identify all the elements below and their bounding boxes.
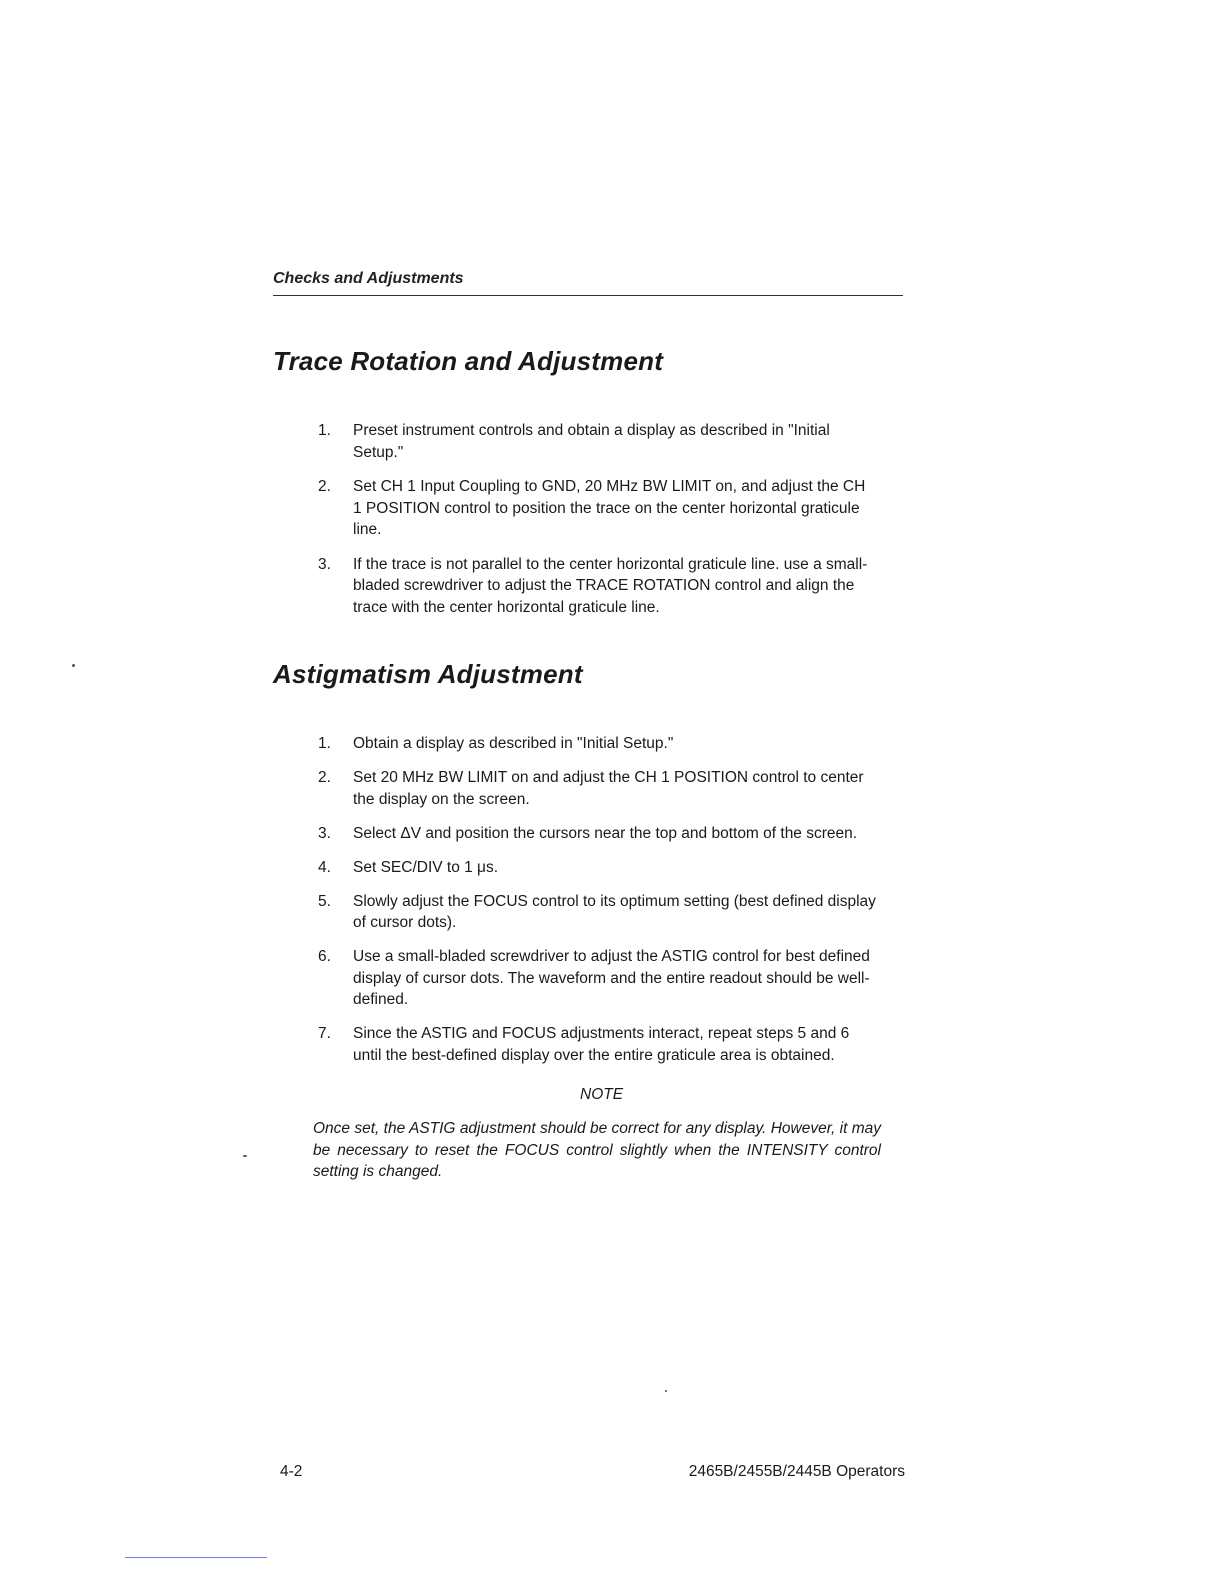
step-number: 1. <box>318 422 331 439</box>
manual-title: 2465B/2455B/2445B Operators <box>688 1463 905 1480</box>
trace-rotation-steps <box>318 420 878 631</box>
note-body: Once set, the ASTIG adjustment should be correct for any display. However, it may be necessary to reset the FOCUS control slightly when the INTENSITY control setting is changed. <box>313 1120 881 1180</box>
running-head: Checks and Adjustments <box>273 270 464 287</box>
list-item <box>318 554 878 619</box>
note-label: NOTE <box>580 1086 624 1103</box>
step-text: Select ΔV and position the cursors near the top and bottom of the screen. <box>353 824 858 842</box>
astigmatism-steps <box>318 733 878 1079</box>
section-title-trace-rotation: Trace Rotation and Adjustment <box>273 346 664 376</box>
step-text: Set CH 1 Input Coupling to GND, 20 MHz BW LIMIT on, and adjust the CH 1 POSITION control to position the trace on the center horizontal graticule line. <box>353 478 866 538</box>
header-rule <box>273 295 903 296</box>
step-text: Preset instrument controls and obtain a display as described in "Initial Setup." <box>353 422 830 461</box>
step-number: 1. <box>318 735 331 752</box>
step-number: 7. <box>318 1025 331 1042</box>
step-number: 5. <box>318 892 331 910</box>
list-item <box>318 823 878 845</box>
step-number: 4. <box>318 858 331 876</box>
scan-artifact-line <box>125 1557 267 1558</box>
step-text: Obtain a display as described in "Initial Setup." <box>353 735 674 752</box>
list-item <box>318 857 878 879</box>
step-number: 2. <box>318 769 331 786</box>
step-text: If the trace is not parallel to the center horizontal graticule line. use a small-bladed screwdriver to adjust the TRACE ROTATION control and align the trace with the center horizontal graticule line. <box>353 555 868 616</box>
scan-speck <box>665 1390 667 1392</box>
list-item <box>318 733 878 755</box>
step-text: Use a small-bladed screwdriver to adjust the ASTIG control for best defined display of cursor dots. The waveform and the entire readout should be well-defined. <box>353 948 870 1008</box>
list-item <box>318 891 878 934</box>
step-number: 6. <box>318 948 331 965</box>
section-title-astigmatism: Astigmatism Adjustment <box>273 659 583 689</box>
list-item <box>318 1023 878 1066</box>
scan-speck <box>72 664 75 667</box>
list-item <box>318 420 878 463</box>
list-item <box>318 476 878 541</box>
step-text: Slowly adjust the FOCUS control to its optimum setting (best defined display of cursor dots). <box>353 892 876 931</box>
step-text: Since the ASTIG and FOCUS adjustments interact, repeat steps 5 and 6 until the best-defined display over the entire graticule area is obtained. <box>353 1025 850 1064</box>
list-item <box>318 767 878 810</box>
step-text: Set SEC/DIV to 1 μs. <box>353 858 499 876</box>
step-number: 2. <box>318 478 331 495</box>
list-item <box>318 946 878 1011</box>
page-number: 4-2 <box>280 1463 303 1480</box>
step-number: 3. <box>318 555 331 573</box>
step-number: 3. <box>318 824 331 842</box>
step-text: Set 20 MHz BW LIMIT on and adjust the CH 1 POSITION control to center the display on the screen. <box>353 769 864 808</box>
scan-speck <box>243 1155 247 1157</box>
